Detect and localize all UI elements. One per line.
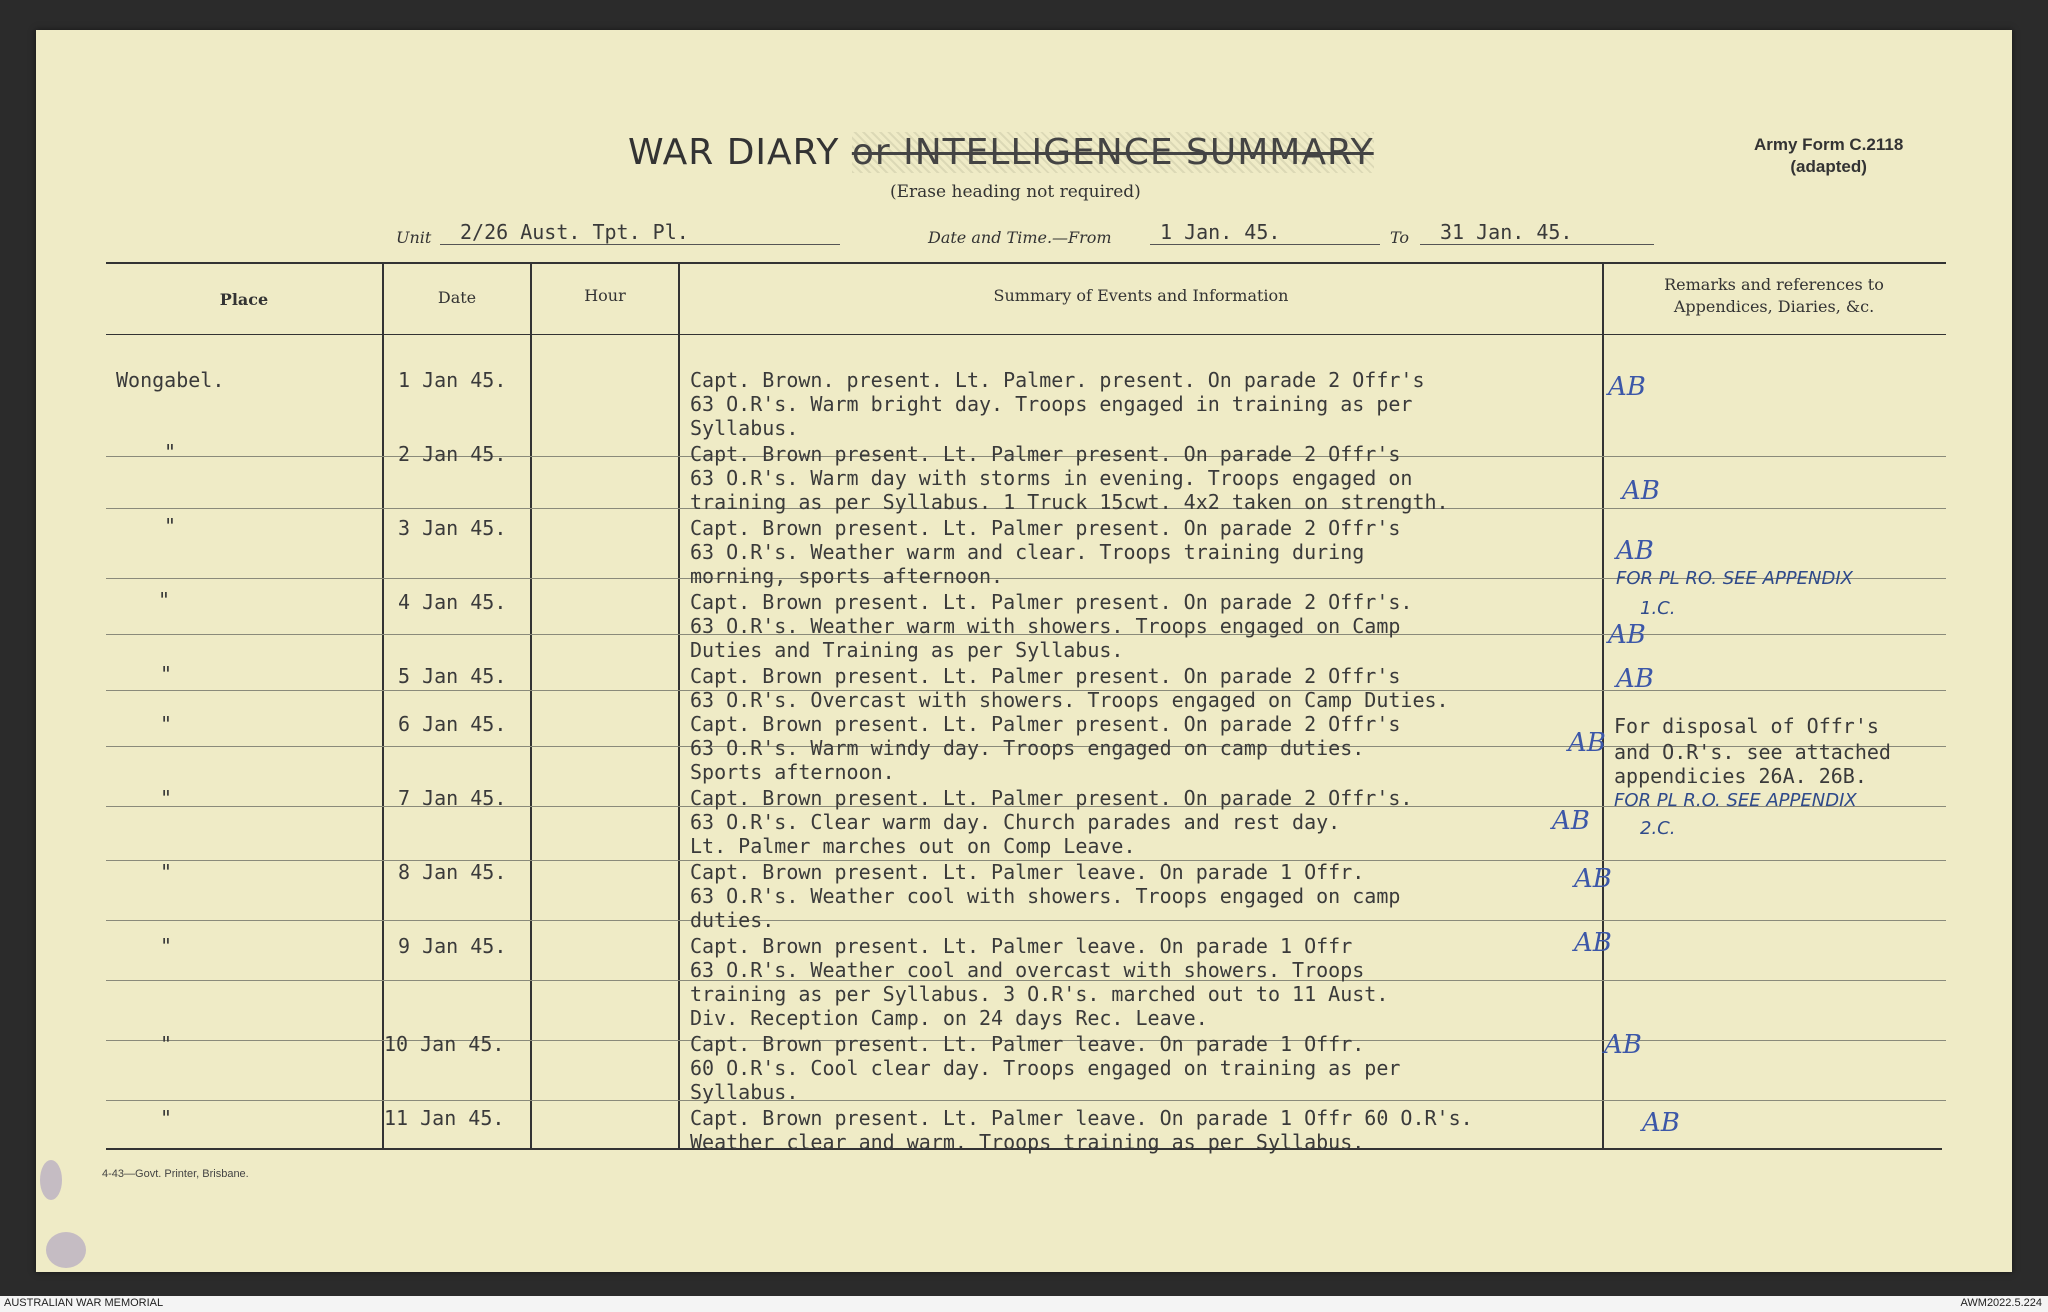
entry-line: morning, sports afternoon.	[690, 564, 1004, 588]
entry-place: "	[160, 1106, 173, 1130]
entry-line: Div. Reception Camp. on 24 days Rec. Leave.	[690, 1006, 1208, 1030]
col-remarks-line2: Appendices, Diaries, &c.	[1673, 297, 1875, 316]
handwritten-remark: FOR PL RO. SEE APPENDIX	[1616, 568, 1853, 589]
entry-place: "	[160, 1032, 173, 1056]
entry-line: 60 O.R's. Cool clear day. Troops engaged on training as per	[690, 1056, 1401, 1080]
entry-line: Capt. Brown present. Lt. Palmer present. On parade 2 Offr's	[690, 664, 1401, 688]
entry-line: Weather clear and warm. Troops training as per Syllabus.	[690, 1130, 1365, 1154]
entry-line: Sports afternoon.	[690, 760, 895, 784]
entry-place: Wongabel.	[116, 368, 225, 392]
title-struck: or INTELLIGENCE SUMMARY	[851, 132, 1374, 173]
entry-line: Capt. Brown present. Lt. Palmer present. On parade 2 Offr's	[690, 442, 1401, 466]
to-label: To	[1390, 228, 1410, 247]
entry-line: 63 O.R's. Warm day with storms in evening. Troops engaged on	[690, 466, 1413, 490]
title-main: WAR DIARY	[628, 132, 840, 173]
entry-line: 63 O.R's. Weather cool and overcast with showers. Troops	[690, 958, 1365, 982]
entry-place: "	[160, 934, 173, 958]
entry-line: Capt. Brown. present. Lt. Palmer. present. On parade 2 Offr's	[690, 368, 1425, 392]
printer-imprint: 4-43—Govt. Printer, Brisbane.	[102, 1168, 249, 1180]
entry-place: "	[160, 662, 173, 686]
col-remarks-line1: Remarks and references to	[1664, 275, 1884, 294]
date-to: 31 Jan. 45.	[1440, 220, 1573, 244]
entry-line: Capt. Brown present. Lt. Palmer present. On parade 2 Offr's.	[690, 590, 1413, 614]
officer-initials: AB	[1552, 806, 1590, 836]
entry-place: "	[160, 786, 173, 810]
typed-remark: appendicies 26A. 26B.	[1614, 764, 1867, 788]
entry-line: 63 O.R's. Warm bright day. Troops engaged in training as per	[690, 392, 1413, 416]
entry-line: 63 O.R's. Weather cool with showers. Troops engaged on camp	[690, 884, 1401, 908]
entry-line: Syllabus.	[690, 416, 799, 440]
entry-line: duties.	[690, 908, 775, 932]
handwritten-remark: 2.C.	[1640, 818, 1676, 839]
officer-initials: AB	[1608, 620, 1646, 650]
entry-line: training as per Syllabus. 3 O.R's. marched out to 11 Aust.	[690, 982, 1389, 1006]
entry-date: 6 Jan 45.	[398, 712, 507, 736]
entry-date: 7 Jan 45.	[398, 786, 507, 810]
entry-line: 63 O.R's. Warm windy day. Troops engaged on camp duties.	[690, 736, 1365, 760]
officer-initials: AB	[1604, 1030, 1642, 1060]
form-identifier	[1754, 134, 1903, 178]
entry-date: 10 Jan 45.	[384, 1032, 505, 1056]
col-hour: Hour	[584, 286, 626, 305]
form-number: Army Form C.2118	[1754, 135, 1904, 154]
entry-line: Capt. Brown present. Lt. Palmer present. On parade 2 Offr's	[690, 516, 1401, 540]
entry-place: "	[160, 712, 173, 736]
officer-initials: AB	[1608, 372, 1646, 402]
entry-line: training as per Syllabus. 1 Truck 15cwt. 4x2 taken on strength.	[690, 490, 1449, 514]
archive-footer	[0, 1296, 2048, 1312]
ink-stain	[46, 1232, 86, 1268]
officer-initials: AB	[1574, 928, 1612, 958]
entry-date: 3 Jan 45.	[398, 516, 507, 540]
typed-remark: For disposal of Offr's	[1614, 714, 1879, 738]
entry-date: 11 Jan 45.	[384, 1106, 505, 1130]
officer-initials: AB	[1568, 728, 1606, 758]
col-place: Place	[219, 290, 269, 309]
entry-line: Syllabus.	[690, 1080, 799, 1104]
entry-line: Capt. Brown present. Lt. Palmer leave. On parade 1 Offr	[690, 934, 1353, 958]
entry-date: 5 Jan 45.	[398, 664, 507, 688]
col-summary: Summary of Events and Information	[993, 286, 1289, 305]
entry-date: 1 Jan 45.	[398, 368, 507, 392]
date-label: Date and Time.—From	[928, 228, 1112, 247]
entry-place: "	[158, 588, 171, 612]
entry-line: 63 O.R's. Clear warm day. Church parades and rest day.	[690, 810, 1341, 834]
entry-line: 63 O.R's. Weather warm and clear. Troops training during	[690, 540, 1365, 564]
entry-line: Capt. Brown present. Lt. Palmer leave. On parade 1 Offr 60 O.R's.	[690, 1106, 1473, 1130]
form-adapted: (adapted)	[1790, 157, 1867, 176]
entry-date: 8 Jan 45.	[398, 860, 507, 884]
ink-stain	[40, 1160, 62, 1200]
entry-date: 2 Jan 45.	[398, 442, 507, 466]
unit-value: 2/26 Aust. Tpt. Pl.	[460, 220, 689, 244]
officer-initials: AB	[1616, 536, 1654, 566]
entry-line: 63 O.R's. Weather warm with showers. Troops engaged on Camp	[690, 614, 1401, 638]
col-remarks	[1604, 274, 1944, 318]
entry-date: 9 Jan 45.	[398, 934, 507, 958]
entry-place: "	[160, 860, 173, 884]
entry-place: "	[164, 440, 177, 464]
officer-initials: AB	[1616, 664, 1654, 694]
entry-line: Capt. Brown present. Lt. Palmer leave. On parade 1 Offr.	[690, 860, 1365, 884]
entry-date: 4 Jan 45.	[398, 590, 507, 614]
erase-note: (Erase heading not required)	[890, 182, 1141, 202]
officer-initials: AB	[1642, 1108, 1680, 1138]
entry-line: Duties and Training as per Syllabus.	[690, 638, 1124, 662]
entry-line: 63 O.R's. Overcast with showers. Troops engaged on Camp Duties.	[690, 688, 1449, 712]
handwritten-remark: FOR PL R.O. SEE APPENDIX	[1614, 790, 1857, 811]
typed-remark: and O.R's. see attached	[1614, 740, 1891, 764]
entry-line: Capt. Brown present. Lt. Palmer present. On parade 2 Offr's	[690, 712, 1401, 736]
unit-label: Unit	[396, 228, 432, 247]
entry-line: Capt. Brown present. Lt. Palmer present. On parade 2 Offr's.	[690, 786, 1413, 810]
officer-initials: AB	[1622, 476, 1660, 506]
archive-name: AUSTRALIAN WAR MEMORIAL	[4, 1297, 164, 1309]
date-from: 1 Jan. 45.	[1160, 220, 1281, 244]
entry-line: Capt. Brown present. Lt. Palmer leave. On parade 1 Offr.	[690, 1032, 1365, 1056]
archive-reference: AWM2022.5.224	[1960, 1297, 2042, 1309]
officer-initials: AB	[1574, 864, 1612, 894]
entry-place: "	[164, 514, 177, 538]
page-title	[628, 132, 1374, 173]
col-date: Date	[437, 288, 477, 307]
handwritten-remark: 1.C.	[1640, 598, 1676, 619]
entry-line: Lt. Palmer marches out on Comp Leave.	[690, 834, 1136, 858]
